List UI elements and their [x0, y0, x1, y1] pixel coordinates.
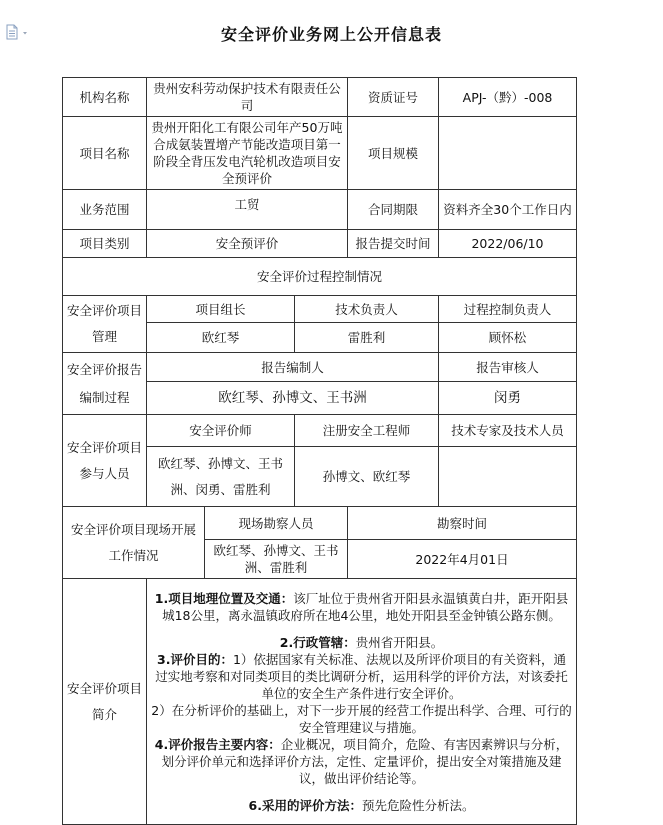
submit-label: 报告提交时间: [348, 230, 439, 258]
intro-contents-title: 4.评价报告主要内容：: [154, 736, 281, 752]
row-type: [63, 230, 577, 258]
site-time-header: 勘察时间: [348, 507, 577, 540]
intro-method: [151, 797, 572, 814]
intro-method-title: 6.采用的评价方法：: [248, 797, 362, 813]
row-mgmt-headers: [63, 296, 577, 323]
leader-value: 欧红琴: [147, 323, 295, 353]
intro-contents: [151, 736, 572, 787]
author-value: 欧红琴、孙博文、王书洲: [147, 382, 439, 415]
site-time-value: 2022年4月01日: [348, 540, 577, 579]
report-label: 安全评价报告编制过程: [63, 353, 147, 415]
org-label: 机构名称: [63, 78, 147, 117]
row-intro: [63, 579, 577, 825]
site-label: 安全评价项目现场开展工作情况: [63, 507, 205, 579]
row-staff-headers: [63, 415, 577, 447]
reviewer-value: 闵勇: [439, 382, 577, 415]
intro-jurisdiction-text: 贵州省开阳县。: [355, 634, 444, 650]
page-title: 安全评价业务网上公开信息表: [220, 25, 442, 44]
tech-value: 雷胜利: [295, 323, 439, 353]
site-people-header: 现场勘察人员: [205, 507, 348, 540]
cert-label: 资质证号: [348, 78, 439, 117]
type-value: 安全预评价: [147, 230, 348, 258]
row-process-header: [63, 258, 577, 296]
row-report-headers: [63, 353, 577, 382]
intro-purpose-2: 2）在分析评价的基础上，对下一步开展的经营工作提出科学、合理、可行的安全管理建议与措施。: [151, 702, 572, 735]
leader-header: 项目组长: [147, 296, 295, 323]
tech-header: 技术负责人: [295, 296, 439, 323]
cert-value: APJ-（黔）-008: [439, 78, 577, 117]
project-label: 项目名称: [63, 117, 147, 190]
info-table: [62, 77, 577, 825]
org-value: 贵州安科劳动保护技术有限责任公司: [147, 78, 348, 117]
row-scope: [63, 190, 577, 230]
scope-value: 工贸: [147, 190, 348, 230]
intro-location-text: 该厂址位于贵州省开阳县永温镇黄白井，距开阳县城18公里，离永温镇政府所在地4公里，地处开阳县至金钟镇公路东侧。: [162, 590, 569, 623]
intro-purpose-title: 3.评价目的：: [157, 651, 233, 667]
intro-jurisdiction: [151, 634, 572, 651]
intro-jurisdiction-title: 2.行政管辖：: [279, 634, 356, 650]
ctrl-value: 顾怀松: [439, 323, 577, 353]
row-org: [63, 78, 577, 117]
intro-contents-text: 企业概况，项目简介，危险、有害因素辨识与分析，划分评价单元和选择评价方法，定性、定量评价，提出安全对策措施及建议，做出评价结论等。: [161, 736, 569, 786]
intro-location: [151, 590, 572, 624]
intro-purpose-text: 1）依据国家有关标准、法规以及所评价项目的有关资料，通过实地考察和对同类项目的类比调研分析，运用科学的评价方法，对该委托单位的安全生产条件进行安全评价。: [155, 651, 568, 701]
reviewer-header: 报告审核人: [439, 353, 577, 382]
site-people-value: 欧红琴、孙博文、王书洲、雷胜利: [205, 540, 348, 579]
intro-label: 安全评价项目简介: [63, 579, 147, 825]
intro-location-title: 1.项目地理位置及交通：: [154, 590, 294, 606]
expert-value: [439, 447, 577, 507]
expert-header: 技术专家及技术人员: [439, 415, 577, 447]
intro-method-text: 预先危险性分析法。: [361, 797, 475, 813]
contract-value: 资料齐全30个工作日内: [439, 190, 577, 230]
submit-value: 2022/06/10: [439, 230, 577, 258]
scope-label: 业务范围: [63, 190, 147, 230]
staff-label: 安全评价项目参与人员: [63, 415, 147, 507]
intro-purpose: [151, 651, 572, 702]
row-site-headers: [63, 507, 577, 540]
scale-value: [439, 117, 577, 190]
ctrl-header: 过程控制负责人: [439, 296, 577, 323]
type-label: 项目类别: [63, 230, 147, 258]
author-header: 报告编制人: [147, 353, 439, 382]
evaluator-header: 安全评价师: [147, 415, 295, 447]
mgmt-label: 安全评价项目管理: [63, 296, 147, 353]
contract-label: 合同期限: [348, 190, 439, 230]
evaluator-value: 欧红琴、孙博文、王书洲、闵勇、雷胜利: [147, 447, 295, 507]
scale-label: 项目规模: [348, 117, 439, 190]
intro-content: [147, 579, 577, 825]
row-project: [63, 117, 577, 190]
project-value: 贵州开阳化工有限公司年产50万吨合成氨装置增产节能改造项目第一阶段全背压发电汽轮机改造项目安全预评价: [147, 117, 348, 190]
engineer-header: 注册安全工程师: [295, 415, 439, 447]
engineer-value: 孙博文、欧红琴: [295, 447, 439, 507]
process-header: 安全评价过程控制情况: [63, 258, 577, 296]
